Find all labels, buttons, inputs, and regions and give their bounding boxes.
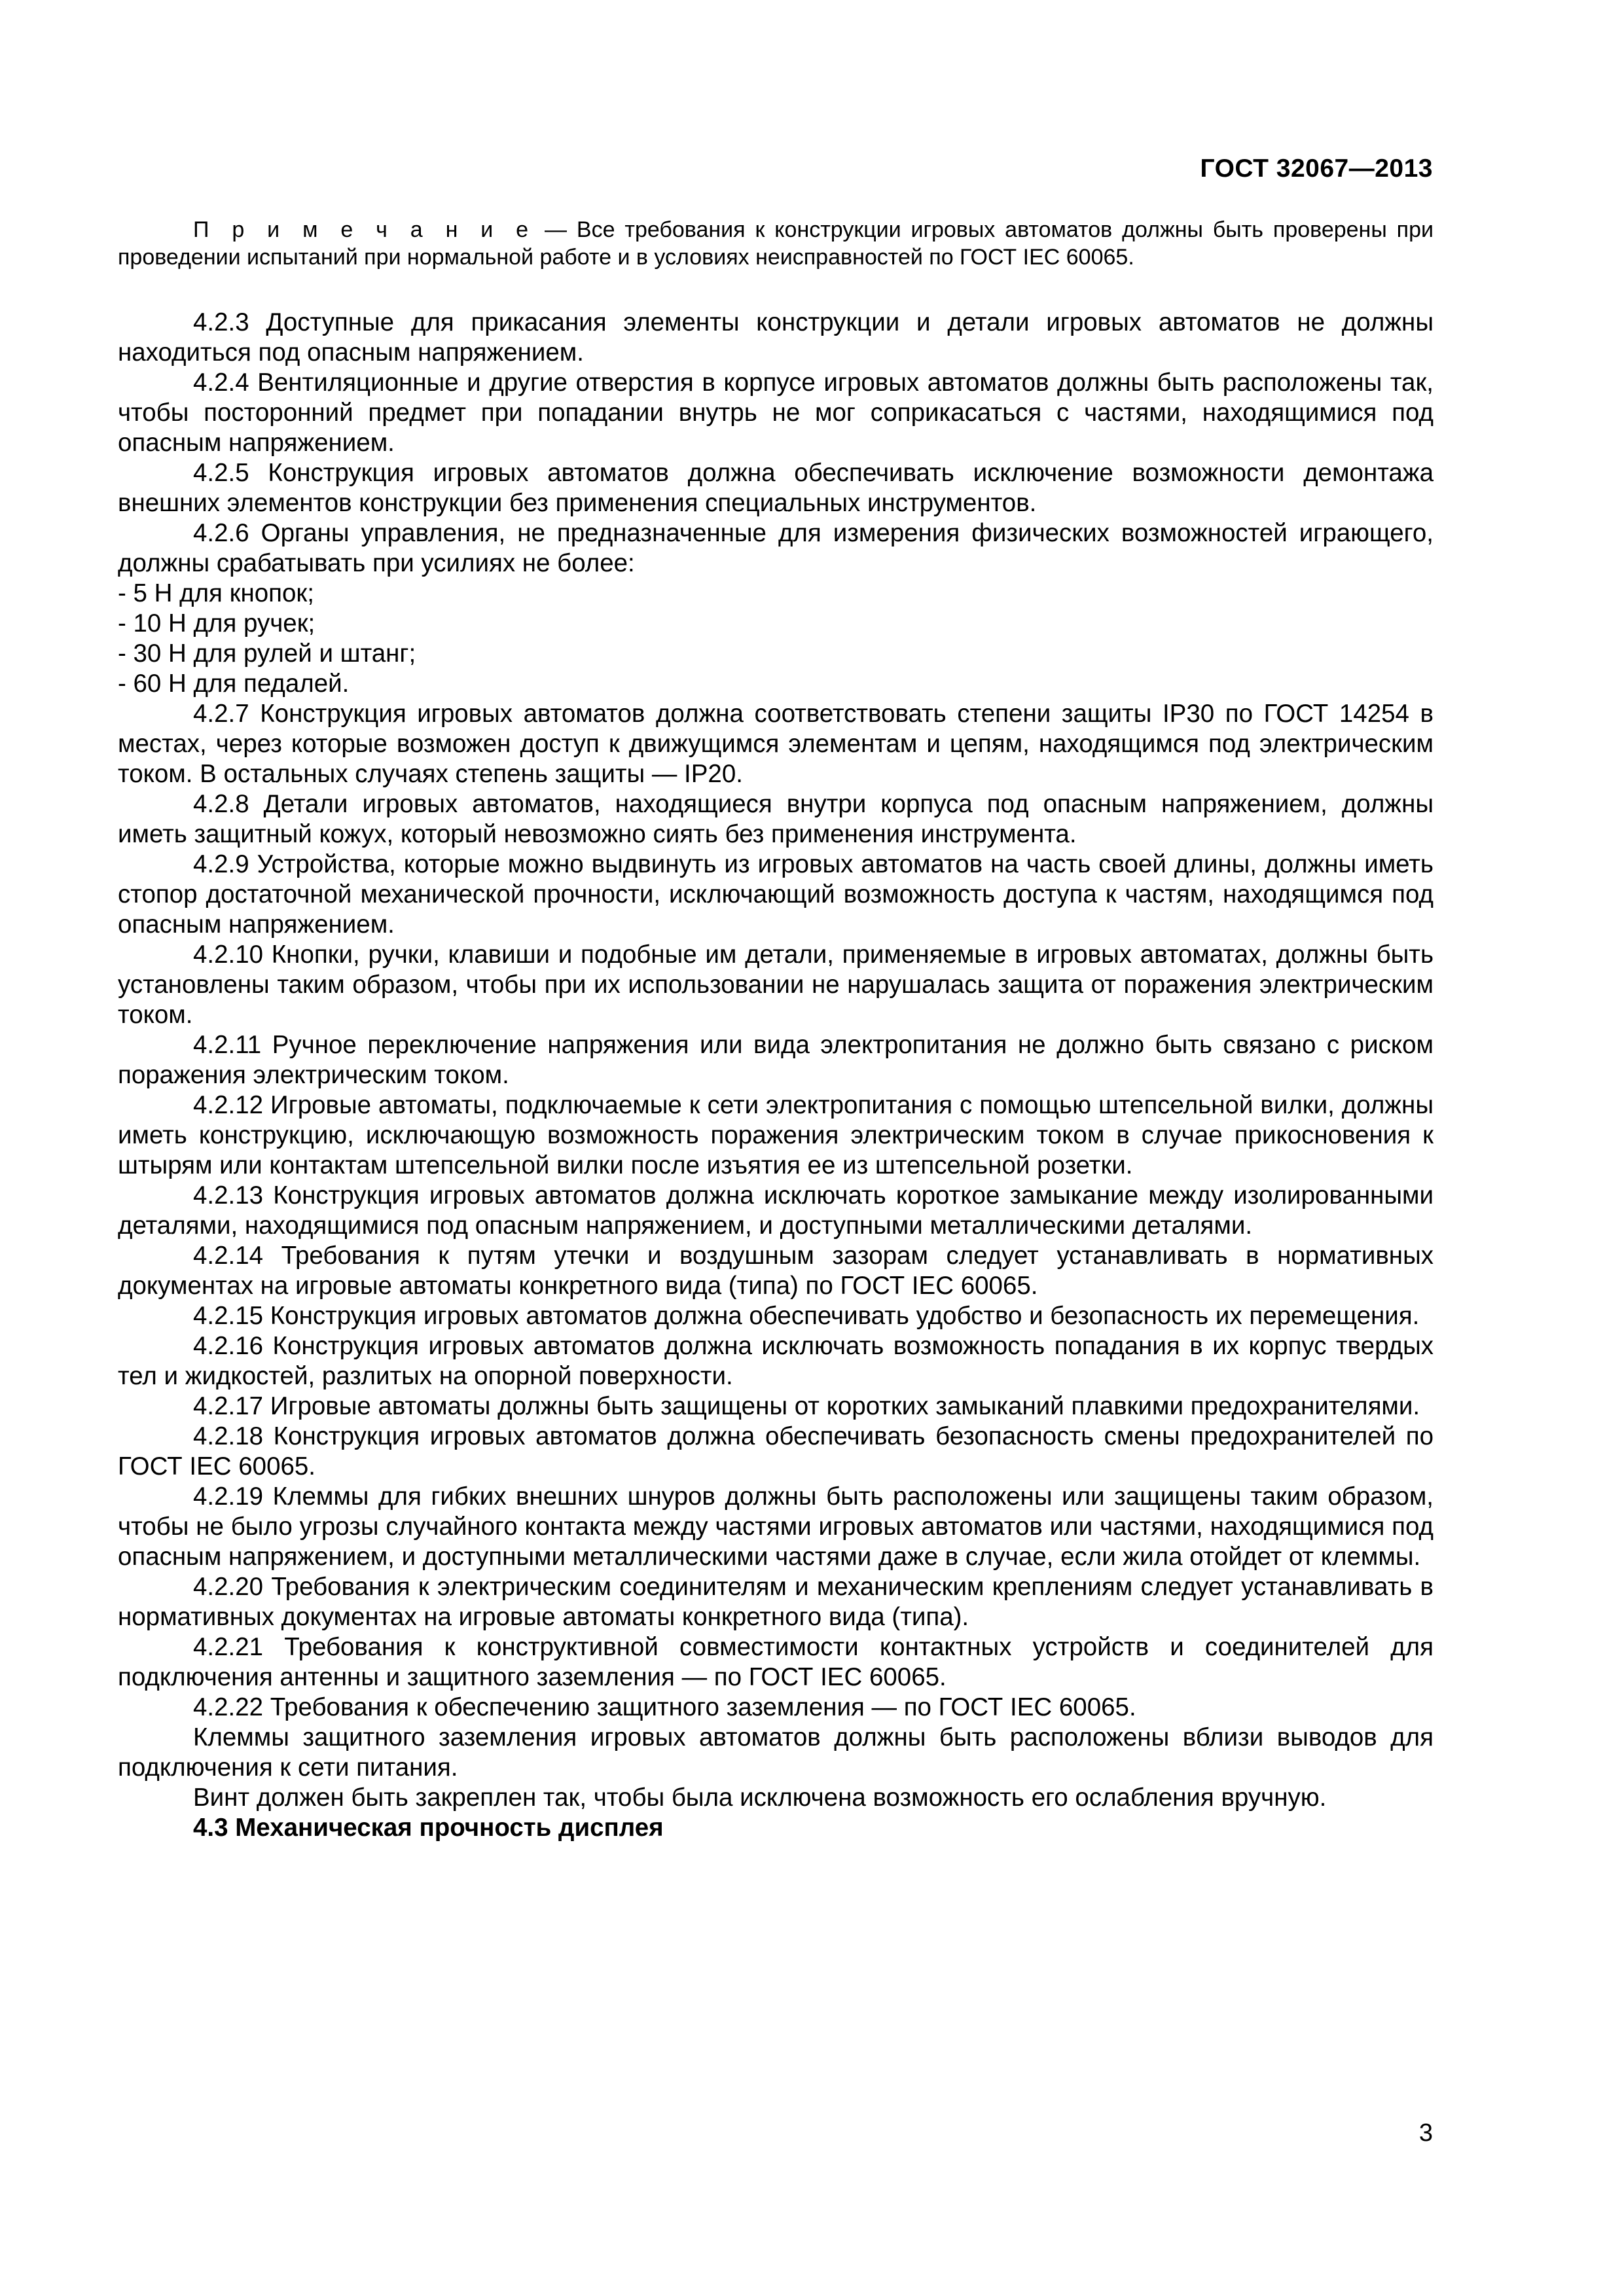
clause-4-2-12: 4.2.12 Игровые автоматы, подключаемые к сети электропитания с помощью штепсельной вилки, должны иметь конструкцию, исключающую возможность поражения электрическим током в случае прикосновения к штырям или контактам штепсельной вилки после изъятия ее из штепсельной розетки.	[118, 1091, 1434, 1179]
clause-4-2-10: 4.2.10 Кнопки, ручки, клавиши и подобные им детали, применяемые в игровых автоматах, должны быть установлены таким образом, чтобы при их использовании не нарушалась защита от поражения электрическим током.	[118, 941, 1434, 1029]
section-heading-4-3: 4.3 Механическая прочность дисплея	[193, 1814, 664, 1842]
note-text: — Все требования к конструкции игровых автоматов должны быть проверены при проведении испытаний при нормальной работе и в условиях неисправностей по ГОСТ IEC 60065.	[118, 217, 1434, 270]
screw-paragraph: Винт должен быть закреплен так, чтобы была исключена возможность его ослабления вручную.	[193, 1784, 1327, 1812]
clause-4-2-9: 4.2.9 Устройства, которые можно выдвинуть из игровых автоматов на часть своей длины, должны иметь стопор достаточной механической прочности, исключающий возможность доступа к частям, находящимся под опасным напряжением.	[118, 850, 1434, 939]
document-code: ГОСТ 32067—2013	[1200, 154, 1433, 183]
clause-4-2-22: 4.2.22 Требования к обеспечению защитного заземления — по ГОСТ IEC 60065.	[193, 1693, 1136, 1721]
clause-4-2-16: 4.2.16 Конструкция игровых автоматов должна исключать возможность попадания в их корпус твердых тел и жидкостей, разлитых на опорной поверхности.	[118, 1332, 1434, 1390]
clause-4-2-7: 4.2.7 Конструкция игровых автоматов должна соответствовать степени защиты IP30 по ГОСТ 14254 в местах, через которые возможен доступ к движущимся элементам и цепям, находящимся под электрическим током. В остальных случаях степень защиты — IP20.	[118, 700, 1434, 788]
clause-4-2-20: 4.2.20 Требования к электрическим соединителям и механическим креплениям следует устанавливать в нормативных документах на игровые автоматы конкретного вида (типа).	[118, 1573, 1434, 1631]
earthing-terminals-paragraph: Клеммы защитного заземления игровых автоматов должны быть расположены вблизи выводов для подключения к сети питания.	[118, 1723, 1434, 1782]
clause-4-2-3: 4.2.3 Доступные для прикасания элементы конструкции и детали игровых автоматов не должны находиться под опасным напряжением.	[118, 308, 1434, 367]
list-item: - 60 Н для педалей.	[118, 670, 350, 698]
clause-4-2-17: 4.2.17 Игровые автоматы должны быть защищены от коротких замыканий плавкими предохранителями.	[193, 1392, 1420, 1420]
clause-4-2-18: 4.2.18 Конструкция игровых автоматов должна обеспечивать безопасность смены предохранителей по ГОСТ IEC 60065.	[118, 1422, 1434, 1480]
page-content	[118, 216, 1434, 1843]
clause-4-2-4: 4.2.4 Вентиляционные и другие отверстия в корпусе игровых автоматов должны быть расположены так, чтобы посторонний предмет при попадании внутрь не мог соприкасаться с частями, находящимися под опасным напряжением.	[118, 368, 1434, 457]
clause-4-2-15: 4.2.15 Конструкция игровых автоматов должна обеспечивать удобство и безопасность их перемещения.	[193, 1302, 1420, 1330]
list-item: - 5 Н для кнопок;	[118, 579, 314, 607]
list-item: - 30 Н для рулей и штанг;	[118, 639, 416, 668]
list-item: - 10 Н для ручек;	[118, 609, 316, 637]
note-label: П р и м е ч а н и е	[193, 217, 535, 242]
page-number: 3	[1418, 2119, 1433, 2147]
clause-4-2-14: 4.2.14 Требования к путям утечки и воздушным зазорам следует устанавливать в нормативных документах на игровые автоматы конкретного вида (типа) по ГОСТ IEC 60065.	[118, 1242, 1434, 1300]
clause-4-2-13: 4.2.13 Конструкция игровых автоматов должна исключать короткое замыкание между изолированными деталями, находящимися под опасным напряжением, и доступными металлическими деталями.	[118, 1181, 1434, 1240]
clause-4-2-11: 4.2.11 Ручное переключение напряжения или вида электропитания не должно быть связано с риском поражения электрическим током.	[118, 1031, 1434, 1089]
clause-4-2-8: 4.2.8 Детали игровых автоматов, находящиеся внутри корпуса под опасным напряжением, должны иметь защитный кожух, который невозможно сиять без применения инструмента.	[118, 790, 1434, 848]
note-paragraph	[118, 216, 1434, 271]
clause-4-2-6: 4.2.6 Органы управления, не предназначенные для измерения физических возможностей играющего, должны срабатывать при усилиях не более:	[118, 519, 1434, 577]
clause-4-2-19: 4.2.19 Клеммы для гибких внешних шнуров должны быть расположены или защищены таким образом, чтобы не было угрозы случайного контакта между частями игровых автоматов или частями, находящимися под опасным напряжением, и доступными металлическими частями даже в случае, если жила отойдет от клеммы.	[118, 1482, 1434, 1571]
clause-4-2-5: 4.2.5 Конструкция игровых автоматов должна обеспечивать исключение возможности демонтажа внешних элементов конструкции без применения специальных инструментов.	[118, 459, 1434, 517]
clause-4-2-21: 4.2.21 Требования к конструктивной совместимости контактных устройств и соединителей для подключения антенны и защитного заземления — по ГОСТ IEC 60065.	[118, 1633, 1434, 1691]
